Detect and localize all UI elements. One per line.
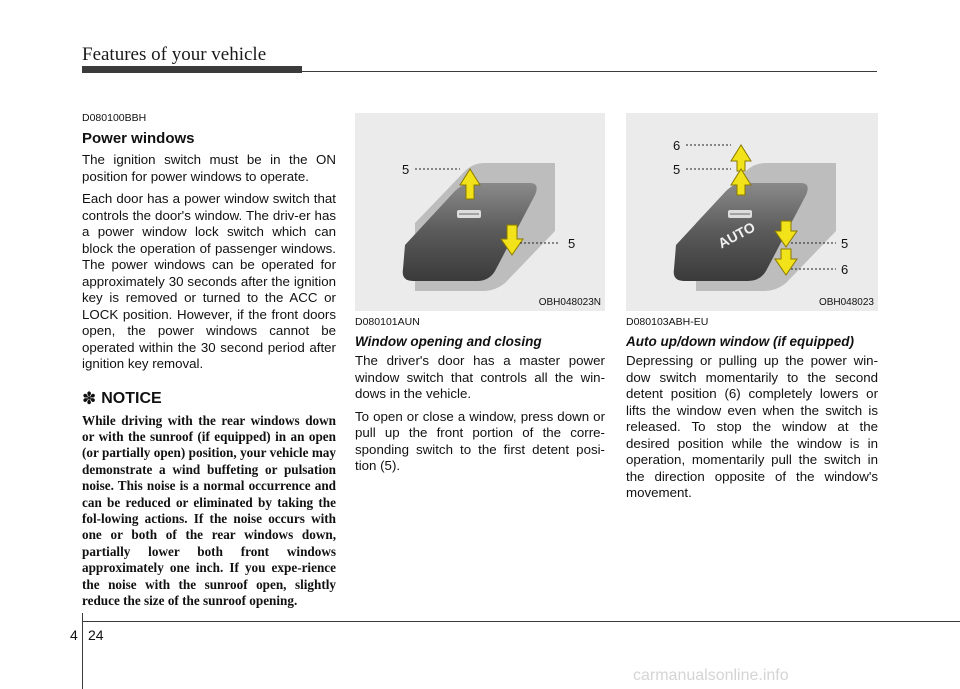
section-code: D080100BBH	[82, 112, 147, 124]
figure-code: OBH048023N	[538, 297, 601, 308]
column-auto-window	[626, 316, 878, 508]
section-subtitle: Auto up/down window (if equipped)	[626, 334, 854, 349]
footer-divider	[82, 613, 83, 689]
section-subtitle: Window opening and closing	[355, 334, 542, 349]
paragraph: To open or close a window, press down or pull up the front portion of the corre-sponding switch to the first detent posi-tion (5).	[355, 408, 605, 473]
label-5-down: 5	[841, 236, 849, 251]
paragraph: The driver's door has a master power window switch that controls all the win-dows in the vehicle.	[355, 353, 605, 401]
auto-switch-text: AUTO	[715, 218, 758, 252]
paragraph: The ignition switch must be in the ON position for power windows to operate.	[82, 152, 336, 184]
column-power-windows	[82, 112, 336, 609]
paragraph: Depressing or pulling up the power win-dow switch momentarily to the second detent position (6) completely lowers or lifts the window even when the switch is released. To stop the window at the desired position while the window is in operation, momentarily pull the switch in the direction opposite of the window's movement.	[626, 353, 878, 500]
notice-title: NOTICE	[101, 389, 162, 407]
figure-auto-window-switch	[626, 113, 878, 311]
label-6-up: 6	[673, 138, 681, 153]
figure-window-switch	[355, 113, 605, 311]
label-6-down: 6	[841, 262, 849, 277]
auto-switch-illustration	[626, 113, 878, 311]
header-rule	[82, 71, 877, 72]
section-title: Power windows	[82, 130, 195, 147]
notice-asterisk-icon: ✽	[82, 388, 97, 408]
window-switch-illustration	[355, 113, 605, 311]
figure-code: OBH048023	[818, 297, 874, 308]
notice-text: While driving with the rear windows down or with the sunroof (if equipped) in an open (or partially open) position, your vehicle may demonstrate a wind buffeting or pulsation noise. This noise is a normal occurrence and can be reduced or eliminated by taking the fol-lowing actions. If the noise occurs with one or both of the rear windows down, partially lower both front windows approximately one inch. If you expe-rience the noise with the sunroof open, slightly reduce the size of the sunroof opening.	[82, 412, 336, 608]
page-number: 24	[88, 627, 104, 643]
notice-heading	[82, 389, 336, 409]
section-code: D080103ABH-EU	[626, 316, 709, 328]
chapter-number: 4	[70, 627, 78, 643]
footer-rule	[82, 621, 960, 622]
paragraph: Each door has a power window switch that controls the door's window. The driv-er has a power window lock switch which can block the operation of passenger windows. The power windows can be operated for approximately 30 seconds after the ignition key is removed or turned to the ACC or LOCK position. However, if the front doors open, the power windows cannot be operated within the 30 second period after ignition key removal.	[82, 191, 336, 371]
label-5-up: 5	[673, 162, 681, 177]
section-code: D080101AUN	[355, 316, 420, 328]
watermark: carmanualsonline.info	[633, 667, 789, 684]
column-window-opening	[355, 316, 605, 481]
label-5-down: 5	[568, 236, 576, 251]
label-5-up: 5	[402, 162, 410, 177]
page-header-title: Features of your vehicle	[82, 44, 267, 65]
